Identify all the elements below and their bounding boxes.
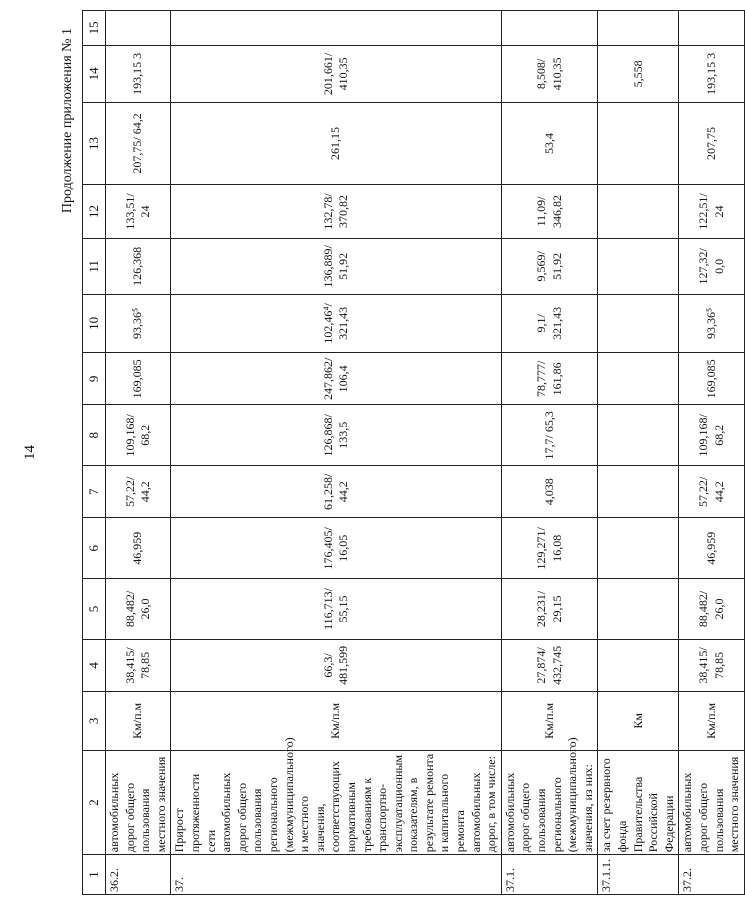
- value-cell: [598, 518, 679, 579]
- table-row: [679, 11, 744, 895]
- value-cell: 66,3/ 481,599: [171, 639, 501, 691]
- column-header: 12: [83, 184, 106, 238]
- column-header: 5: [83, 579, 106, 640]
- value-cell: 136,889/ 51,92: [171, 239, 501, 294]
- row-number: 37.2.: [679, 855, 744, 895]
- value-cell: 207,75/ 64,2: [106, 103, 171, 185]
- unit-cell: Км/п.м: [106, 692, 171, 751]
- column-header: 1: [83, 855, 106, 895]
- row-name: автомобильных дорог общего пользования местного значения: [106, 750, 171, 855]
- row-name: за счет резервного фонда Правительства Российской Федерации: [598, 750, 679, 855]
- unit-cell: Км: [598, 692, 679, 751]
- value-cell: [501, 11, 598, 46]
- row-name: автомобильных дорог общего пользования регионального (межмуниципального) значения, из них:: [501, 750, 598, 855]
- value-cell: [598, 294, 679, 353]
- value-cell: 27,874/ 432,745: [501, 639, 598, 691]
- value-cell: [598, 466, 679, 518]
- unit-cell: Км/п.м: [171, 692, 501, 751]
- value-cell: 116,713/ 55,15: [171, 579, 501, 640]
- column-header: 10: [83, 294, 106, 353]
- value-cell: 102,46⁴/ 321,43: [171, 294, 501, 353]
- row-name: Прирост протяженности сети автомобильных дорог общего пользования регионального (межмуниципального) и местного значения, соответствующих нормативным требованиям к транспортно-эксплуатационным показателям, в результате ремонта и капитального ремонта автомобильных дорог, в том числе:: [171, 750, 501, 855]
- column-header: 13: [83, 103, 106, 185]
- table-row: [501, 11, 598, 895]
- value-cell: 5,558: [598, 45, 679, 103]
- value-cell: [598, 11, 679, 46]
- value-cell: 9,569/ 51,92: [501, 239, 598, 294]
- unit-cell: Км/п.м: [679, 692, 744, 751]
- value-cell: [598, 353, 679, 405]
- data-table: [82, 10, 745, 895]
- value-cell: 61,258/ 44,2: [171, 466, 501, 518]
- value-cell: [598, 239, 679, 294]
- value-cell: 176,405/ 16,05: [171, 518, 501, 579]
- value-cell: 193,15 3: [106, 45, 171, 103]
- value-cell: 201,661/ 410,35: [171, 45, 501, 103]
- column-header: 3: [83, 692, 106, 751]
- value-cell: 127,32/ 0,0: [679, 239, 744, 294]
- page-header: [0, 0, 80, 905]
- value-cell: 93,36⁵: [679, 294, 744, 353]
- value-cell: 9,1/ 321,43: [501, 294, 598, 353]
- appendix-continuation: Продолжение приложения № 1: [60, 28, 75, 214]
- value-cell: 109,168/ 68,2: [679, 405, 744, 466]
- value-cell: 46,959: [106, 518, 171, 579]
- value-cell: 247,862/ 106,4: [171, 353, 501, 405]
- value-cell: [598, 579, 679, 640]
- column-header: 2: [83, 750, 106, 855]
- column-header: 7: [83, 466, 106, 518]
- value-cell: [106, 11, 171, 46]
- value-cell: 109,168/ 68,2: [106, 405, 171, 466]
- value-cell: 38,415/ 78,85: [106, 639, 171, 691]
- value-cell: 193,15 3: [679, 45, 744, 103]
- value-cell: 169,085: [679, 353, 744, 405]
- value-cell: 57,22/ 44,2: [679, 466, 744, 518]
- table-row: [171, 11, 501, 895]
- page-number: 14: [22, 445, 38, 460]
- value-cell: 88,482/ 26,0: [106, 579, 171, 640]
- column-header: 14: [83, 45, 106, 103]
- column-header: 6: [83, 518, 106, 579]
- value-cell: 88,482/ 26,0: [679, 579, 744, 640]
- value-cell: 57,22/ 44,2: [106, 466, 171, 518]
- column-header: 9: [83, 353, 106, 405]
- row-name: автомобильных дорог общего пользования местного значения: [679, 750, 744, 855]
- value-cell: 261,15: [171, 103, 501, 185]
- table-row: [106, 11, 171, 895]
- value-cell: 78,777/ 161,86: [501, 353, 598, 405]
- value-cell: 129,271/ 16,08: [501, 518, 598, 579]
- column-header: 8: [83, 405, 106, 466]
- column-header: 15: [83, 11, 106, 46]
- column-header: 4: [83, 639, 106, 691]
- value-cell: 126,368: [106, 239, 171, 294]
- value-cell: 11,09/ 346,82: [501, 184, 598, 238]
- column-header: 11: [83, 239, 106, 294]
- column-number-row: [83, 11, 106, 895]
- value-cell: 207,75: [679, 103, 744, 185]
- value-cell: [598, 639, 679, 691]
- value-cell: [598, 405, 679, 466]
- value-cell: 46,959: [679, 518, 744, 579]
- value-cell: [679, 11, 744, 46]
- value-cell: 126,868/ 133,5: [171, 405, 501, 466]
- row-number: 36.2.: [106, 855, 171, 895]
- value-cell: 4,038: [501, 466, 598, 518]
- value-cell: [171, 11, 501, 46]
- row-number: 37.1.: [501, 855, 598, 895]
- value-cell: [598, 184, 679, 238]
- row-number: 37.: [171, 855, 501, 895]
- value-cell: 38,415/ 78,85: [679, 639, 744, 691]
- value-cell: 122,51/ 24: [679, 184, 744, 238]
- unit-cell: Км/п.м: [501, 692, 598, 751]
- value-cell: 132,78/ 370,82: [171, 184, 501, 238]
- row-number: 37.1.1.: [598, 855, 679, 895]
- value-cell: 53,4: [501, 103, 598, 185]
- table-row: [598, 11, 679, 895]
- value-cell: 17,7/ 65,3: [501, 405, 598, 466]
- value-cell: 169,085: [106, 353, 171, 405]
- value-cell: 93,36⁵: [106, 294, 171, 353]
- value-cell: 133,51/ 24: [106, 184, 171, 238]
- value-cell: 8,508/ 410,35: [501, 45, 598, 103]
- value-cell: 28,231/ 29,15: [501, 579, 598, 640]
- value-cell: [598, 103, 679, 185]
